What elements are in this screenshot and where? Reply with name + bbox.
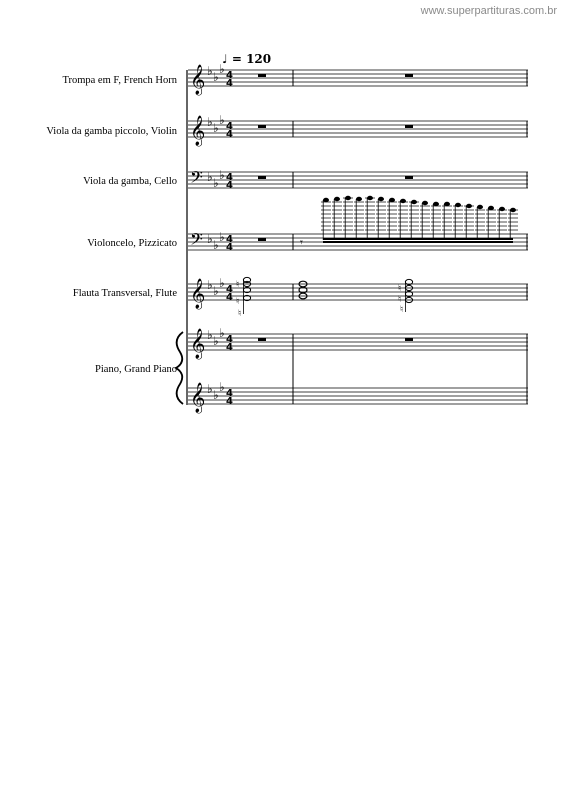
svg-text:♭: ♭ [213,176,219,190]
instrument-label-flute: Flauta Transversal, Flute [72,288,177,299]
svg-text:♮: ♮ [398,294,402,304]
svg-text:♮: ♮ [400,304,404,314]
whole-rest [405,74,413,77]
chord [236,277,251,318]
whole-rest [258,74,266,77]
note-head [389,198,395,202]
svg-text:♭: ♭ [219,326,225,340]
note-head [422,201,428,205]
bass-clef-icon: 𝄢 [190,169,203,191]
note-head [356,197,362,201]
instrument-label-piano: Piano, Grand Piano [95,364,177,375]
svg-text:♭: ♭ [207,278,213,292]
svg-text:♭: ♭ [207,232,213,246]
instrument-label-pizzicato: Violoncelo, Pizzicato [87,238,177,249]
treble-clef-icon: 𝄞 [190,383,206,412]
svg-text:♭: ♭ [207,328,213,342]
svg-text:♭: ♭ [219,276,225,290]
svg-text:♭: ♭ [207,115,213,129]
svg-text:♭: ♭ [213,70,219,84]
chord [398,279,413,314]
svg-text:♭: ♭ [207,170,213,184]
instrument-label-violin: Viola da gamba piccolo, Violin [46,126,177,137]
site-watermark: www.superpartituras.com.br [420,5,557,17]
beam [323,238,513,240]
beam [323,241,513,243]
svg-text:♭: ♭ [219,62,225,76]
staff-cello [188,168,528,191]
note-head [323,198,329,202]
note-head [400,199,406,203]
grand-staff-brace [176,332,183,404]
score-system: 4 4 𝄞 ♭ ♭♭ 𝄞 ♭ ♭♭ 𝄢 ♭ ♭♭ 𝄢 ♭ ♭♭ 𝄾 𝄞 ♭ ♭♭ ♮ ♮ ♮ ♮ ♮ ♮ 𝄞 ♭ ♭♭ 𝄞 ♭ ♭♭ [0,0,565,800]
staff-flute [188,276,528,318]
svg-text:♭: ♭ [213,388,219,402]
svg-text:♭: ♭ [219,113,225,127]
note-head [444,202,450,206]
eighth-rest: 𝄾 [300,237,303,249]
staff-french-horn [188,62,528,96]
note-head [499,207,505,211]
svg-text:♮: ♮ [398,283,402,293]
instrument-label-french-horn: Trompa em F, French Horn [62,75,177,86]
staff-pizzicato [188,196,528,253]
tempo-marking: ♩ = 120 [222,52,272,66]
note-head [378,197,384,201]
svg-text:♭: ♭ [219,230,225,244]
svg-text:♮: ♮ [236,296,240,306]
svg-text:♭: ♭ [213,121,219,135]
svg-text:♭: ♭ [213,334,219,348]
svg-text:♭: ♭ [207,64,213,78]
note-head [433,202,439,206]
note-head [455,203,461,207]
staff-piano-lower [188,380,528,414]
sixteenth-note-run [321,196,518,243]
svg-text:♭: ♭ [207,382,213,396]
note-head [477,205,483,209]
treble-clef-icon: 𝄞 [190,279,206,308]
staff-violin [188,113,528,147]
note-head [334,197,340,201]
treble-clef-icon: 𝄞 [190,65,206,94]
treble-clef-icon: 𝄞 [190,116,206,145]
instrument-label-cello: Viola da gamba, Cello [83,176,177,187]
bass-clef-icon: 𝄢 [190,231,203,253]
note-head [488,206,494,210]
svg-text:♭: ♭ [219,168,225,182]
svg-text:♭: ♭ [213,238,219,252]
svg-text:♭: ♭ [219,380,225,394]
svg-text:♮: ♮ [238,308,242,318]
treble-clef-icon: 𝄞 [190,329,206,358]
svg-text:♭: ♭ [213,284,219,298]
svg-text:♮: ♮ [236,279,240,289]
